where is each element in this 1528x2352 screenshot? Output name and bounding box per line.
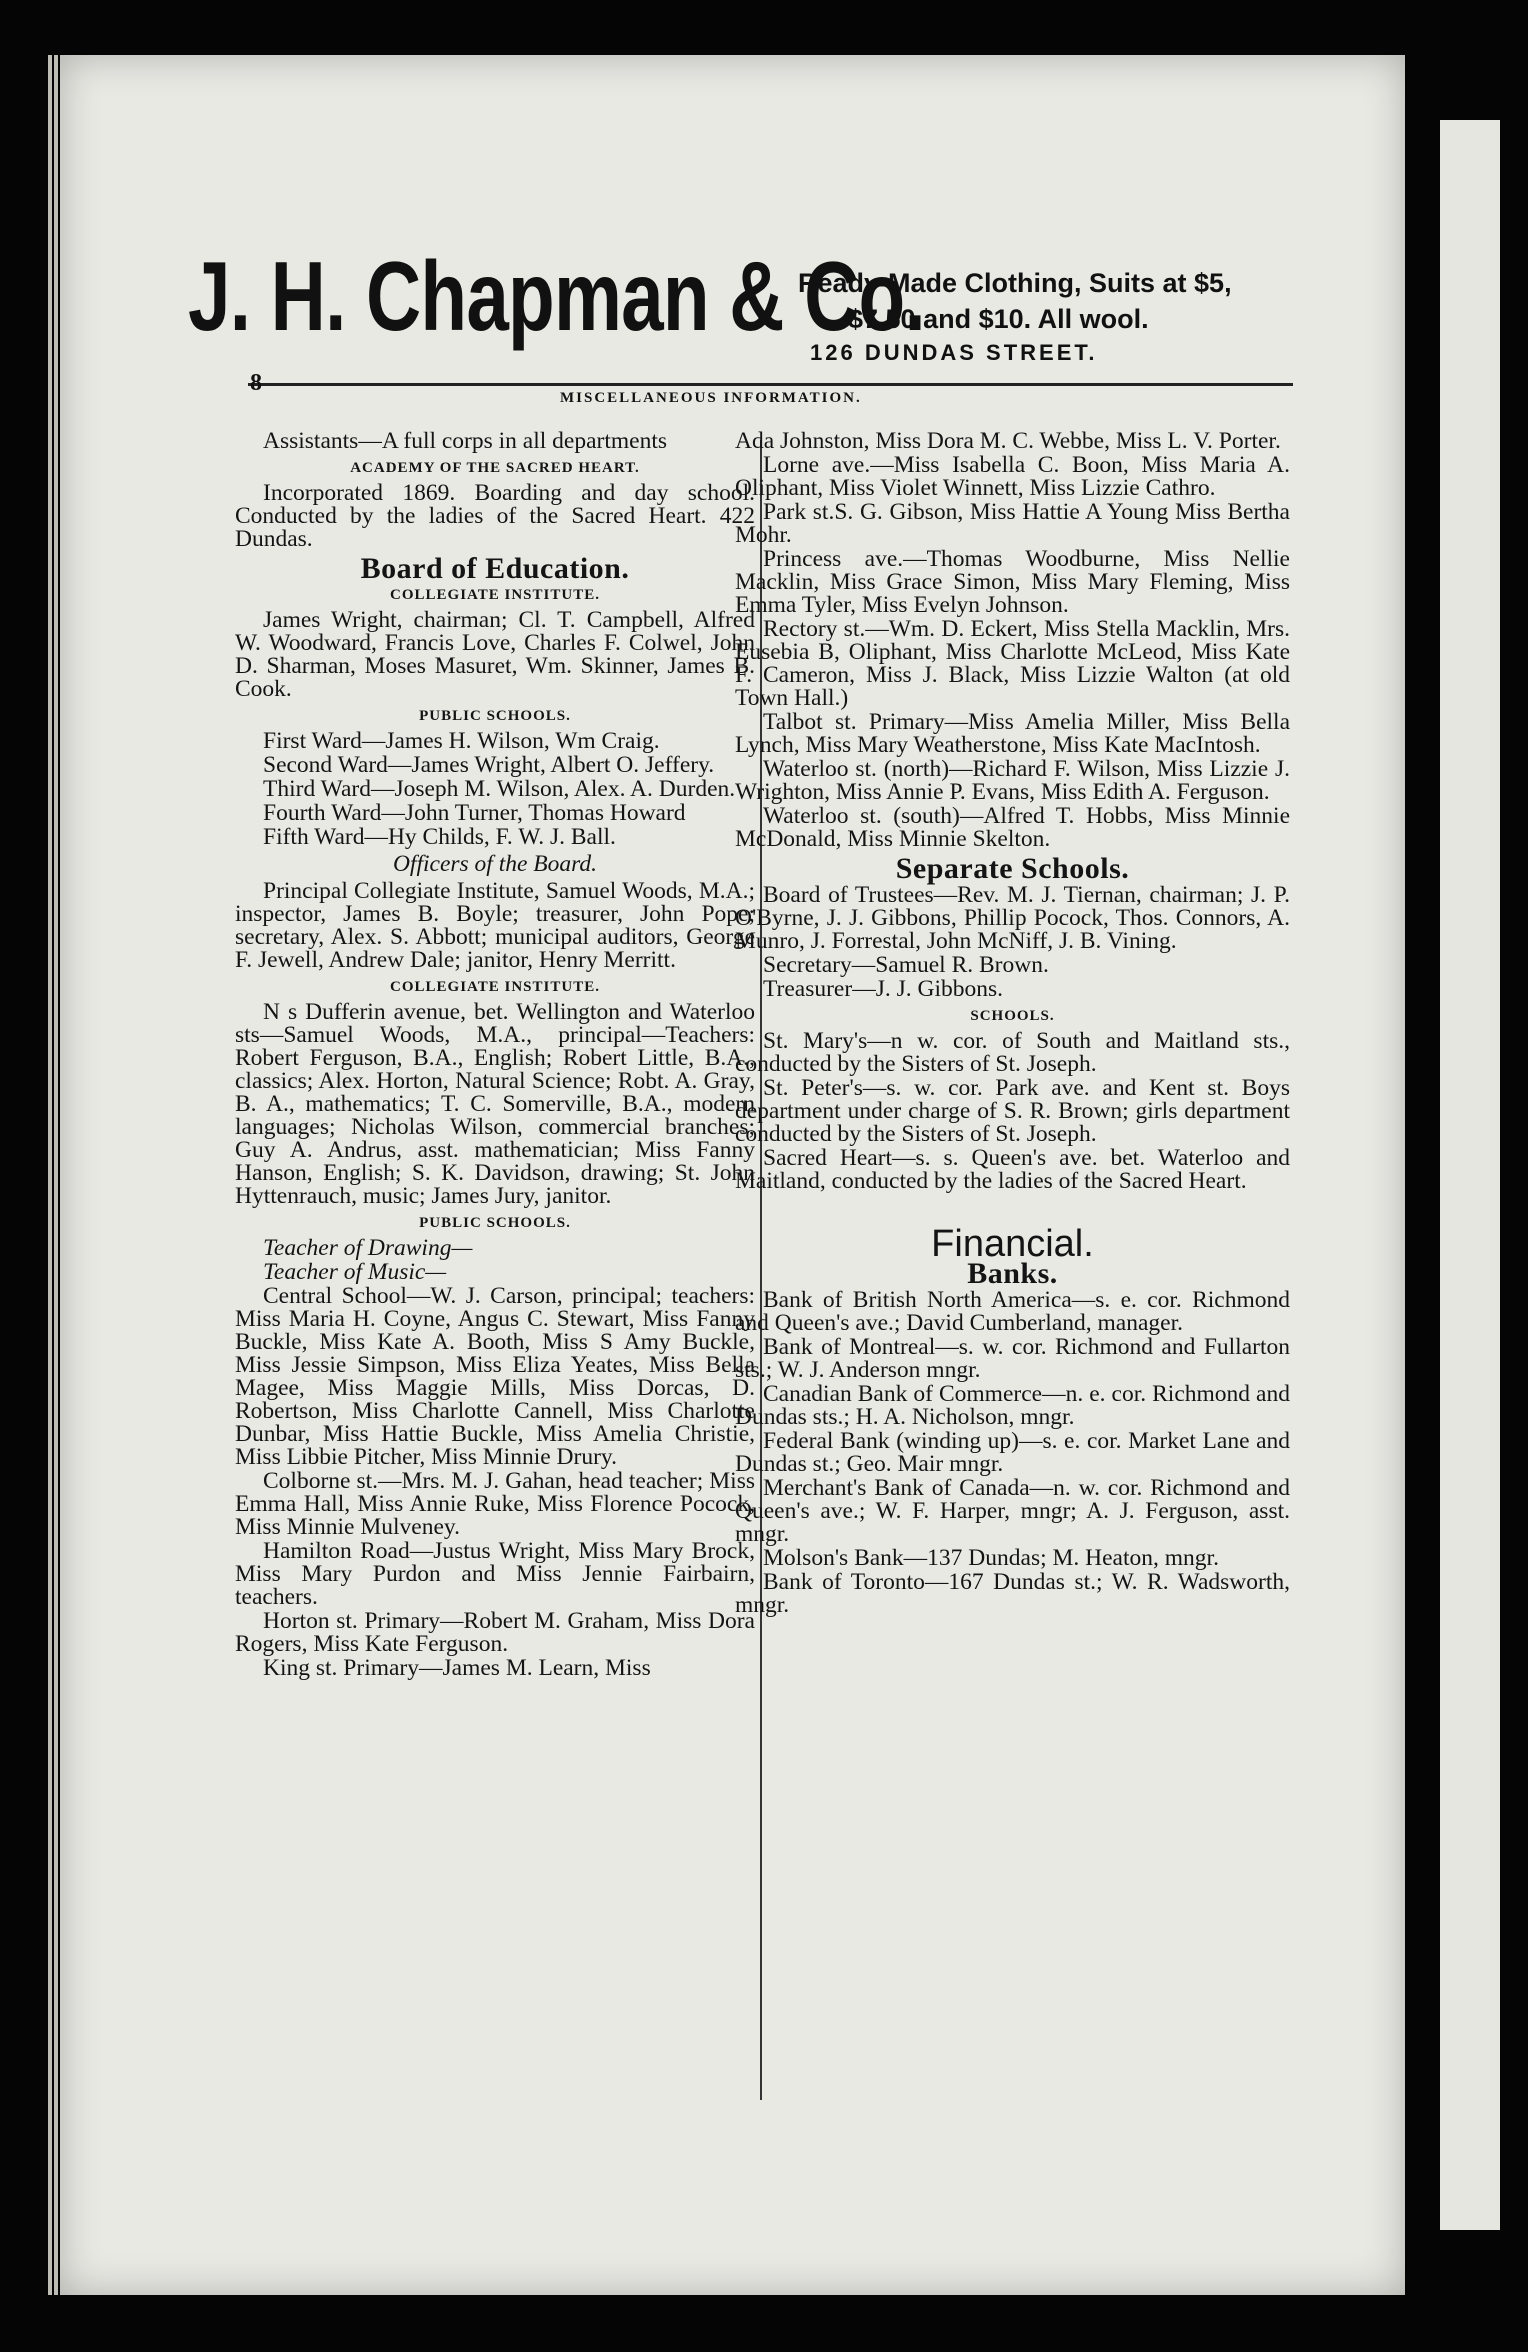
section-subheading: COLLEGIATE INSTITUTE. [390,979,600,995]
paragraph: Federal Bank (winding up)—s. e. cor. Market Lane and Dundas st.; Geo. Mair mngr. [735,1428,1290,1477]
running-head: MISCELLANEOUS INFORMATION. [560,390,862,406]
paragraph: Park st.S. G. Gibson, Miss Hattie A Young Miss Bertha Mohr. [735,499,1290,548]
section-heading: Banks. [967,1257,1058,1290]
paragraph: Waterloo st. (north)—Richard F. Wilson, Miss Lizzie J. Wrighton, Miss Annie P. Evans, Miss Edith A. Ferguson. [735,756,1290,805]
section-heading: Board of Education. [360,552,630,585]
paragraph: Rectory st.—Wm. D. Eckert, Miss Stella Macklin, Mrs. Eusebia B, Oliphant, Miss Charlotte McLeod, Miss Kate F. Cameron, Miss J. Black, Miss Lizzie Walton (at old Town Hall.) [735,616,1290,711]
paragraph: Bank of Toronto—167 Dundas st.; W. R. Wadsworth, mngr. [735,1569,1290,1618]
paragraph: Princess ave.—Thomas Woodburne, Miss Nellie Macklin, Miss Grace Simon, Miss Mary Fleming, Miss Emma Tyler, Miss Evelyn Johnson. [735,546,1290,618]
paragraph: Waterloo st. (south)—Alfred T. Hobbs, Miss Minnie McDonald, Miss Minnie Skelton. [735,803,1290,852]
page-edge-2 [54,55,58,2295]
paragraph: Board of Trustees—Rev. M. J. Tiernan, chairman; J. P. O'Byrne, J. J. Gibbons, Phillip Pocock, Thos. Connors, A. Munro, J. Forrestal, John McNiff, J. B. Vining. [735,882,1290,954]
paragraph: Secretary—Samuel R. Brown. [763,952,1049,978]
next-page-edge [1440,120,1500,2230]
paragraph: Teacher of Music— [263,1259,447,1285]
right-column [735,430,1290,1618]
paragraph: Horton st. Primary—Robert M. Graham, Miss Dora Rogers, Miss Kate Ferguson. [235,1608,755,1657]
paragraph: Bank of British North America—s. e. cor. Richmond and Queen's ave.; David Cumberland, manager. [735,1287,1290,1336]
paragraph: Molson's Bank—137 Dundas; M. Heaton, mngr. [763,1545,1219,1571]
ad-line-3: 126 DUNDAS STREET. [810,340,1098,365]
section-subheading: Officers of the Board. [392,851,598,877]
ad-line-2: $7.50 and $10. All wool. [848,304,1149,334]
page-number: 8 [250,370,262,396]
financial-heading: Financial. [931,1223,1094,1265]
paragraph: St. Mary's—n w. cor. of South and Maitland sts., conducted by the Sisters of St. Joseph. [735,1028,1290,1077]
paragraph: Second Ward—James Wright, Albert O. Jeffery. [263,752,715,778]
section-subheading: COLLEGIATE INSTITUTE. [390,587,600,603]
paragraph: Treasurer—J. J. Gibbons. [763,976,1004,1002]
section-heading: Separate Schools. [895,852,1130,885]
paragraph: Central School—W. J. Carson, principal; teachers: Miss Maria H. Coyne, Angus C. Stewart, Miss Fanny Buckle, Miss Kate A. Booth, Miss S Amy Buckle, Miss Jessie Simpson, Miss Eliza Yeates, Miss Bella Magee, Miss Maggie Mills, Miss Dorcas, D. Robertson, Miss Charlotte Cannell, Miss Charlotte Dunbar, Miss Hattie Buckle, Miss Amelia Christie, Miss Libbie Pitcher, Miss Minnie Drury. [235,1283,755,1470]
header-rule [248,383,1293,386]
brand-name: J. H. Chapman & Co. [188,241,925,351]
paragraph: Ada Johnston, Miss Dora M. C. Webbe, Miss L. V. Porter. [735,428,1281,454]
paragraph: Lorne ave.—Miss Isabella C. Boon, Miss Maria A. Oliphant, Miss Violet Winnett, Miss Lizzie Cathro. [735,452,1290,501]
section-subheading: ACADEMY OF THE SACRED HEART. [350,460,640,476]
paragraph: Bank of Montreal—s. w. cor. Richmond and Fullarton sts.; W. J. Anderson mngr. [735,1334,1290,1383]
paragraph: King st. Primary—James M. Learn, Miss [263,1655,651,1681]
page-edge-1 [48,55,52,2295]
paragraph: Principal Collegiate Institute, Samuel Woods, M.A.; inspector, James B. Boyle; treasurer, John Pope; secretary, Alex. S. Abbott; municipal auditors, George F. Jewell, Andrew Dale; janitor, Henry Merritt. [235,878,755,973]
paragraph: Fifth Ward—Hy Childs, F. W. J. Ball. [263,824,616,850]
section-subheading: PUBLIC SCHOOLS. [419,1215,571,1231]
paragraph: James Wright, chairman; Cl. T. Campbell, Alfred W. Woodward, Francis Love, Charles F. Colwel, John D. Sharman, Moses Masuret, Wm. Skinner, James B. Cook. [235,607,755,702]
paragraph: Merchant's Bank of Canada—n. w. cor. Richmond and Queen's ave.; W. F. Harper, mngr; A. J. Ferguson, asst. mngr. [735,1475,1290,1547]
advertisement-header [188,240,1288,365]
paragraph: Talbot st. Primary—Miss Amelia Miller, Miss Bella Lynch, Miss Mary Weatherstone, Miss Kate MacIntosh. [735,709,1290,758]
paragraph: Sacred Heart—s. s. Queen's ave. bet. Waterloo and Maitland, conducted by the ladies of the Sacred Heart. [735,1145,1290,1194]
section-subheading: PUBLIC SCHOOLS. [419,708,571,724]
section-subheading: SCHOOLS. [970,1008,1055,1024]
paragraph: Assistants—A full corps in all departments [263,428,668,454]
paragraph: Teacher of Drawing— [263,1235,473,1261]
ad-line-1: Ready-Made Clothing, Suits at $5, [798,268,1232,298]
paragraph: Canadian Bank of Commerce—n. e. cor. Richmond and Dundas sts.; H. A. Nicholson, mngr. [735,1381,1290,1430]
paragraph: First Ward—James H. Wilson, Wm Craig. [263,728,660,754]
paragraph: Hamilton Road—Justus Wright, Miss Mary Brock, Miss Mary Purdon and Miss Jennie Fairbairn, teachers. [235,1538,755,1610]
left-column [235,430,755,1681]
paragraph: St. Peter's—s. w. cor. Park ave. and Kent st. Boys department under charge of S. R. Brown; girls department conducted by the Sisters of St. Joseph. [735,1075,1290,1147]
paragraph: Fourth Ward—John Turner, Thomas Howard [263,800,686,826]
paragraph: Third Ward—Joseph M. Wilson, Alex. A. Durden. [263,776,736,802]
paragraph: N s Dufferin avenue, bet. Wellington and Waterloo sts—Samuel Woods, M.A., principal—Teachers: Robert Ferguson, B.A., English; Robert Little, B.A., classics; Alex. Horton, Natural Science; Robt. A. Gray, B. A., mathematics; T. C. Somerville, B.A., modern languages; Nicholas Wilson, commercial branches; Guy A. Andrus, asst. mathematician; Miss Fanny Hanson, English; S. K. Davidson, drawing; St. John Hyttenrauch, music; James Jury, janitor. [235,999,755,1209]
paragraph: Colborne st.—Mrs. M. J. Gahan, head teacher; Miss Emma Hall, Miss Annie Ruke, Miss Florence Pocock, Miss Minnie Mulveney. [235,1468,755,1540]
paragraph: Incorporated 1869. Boarding and day school. Conducted by the ladies of the Sacred Heart. 422 Dundas. [235,480,755,552]
